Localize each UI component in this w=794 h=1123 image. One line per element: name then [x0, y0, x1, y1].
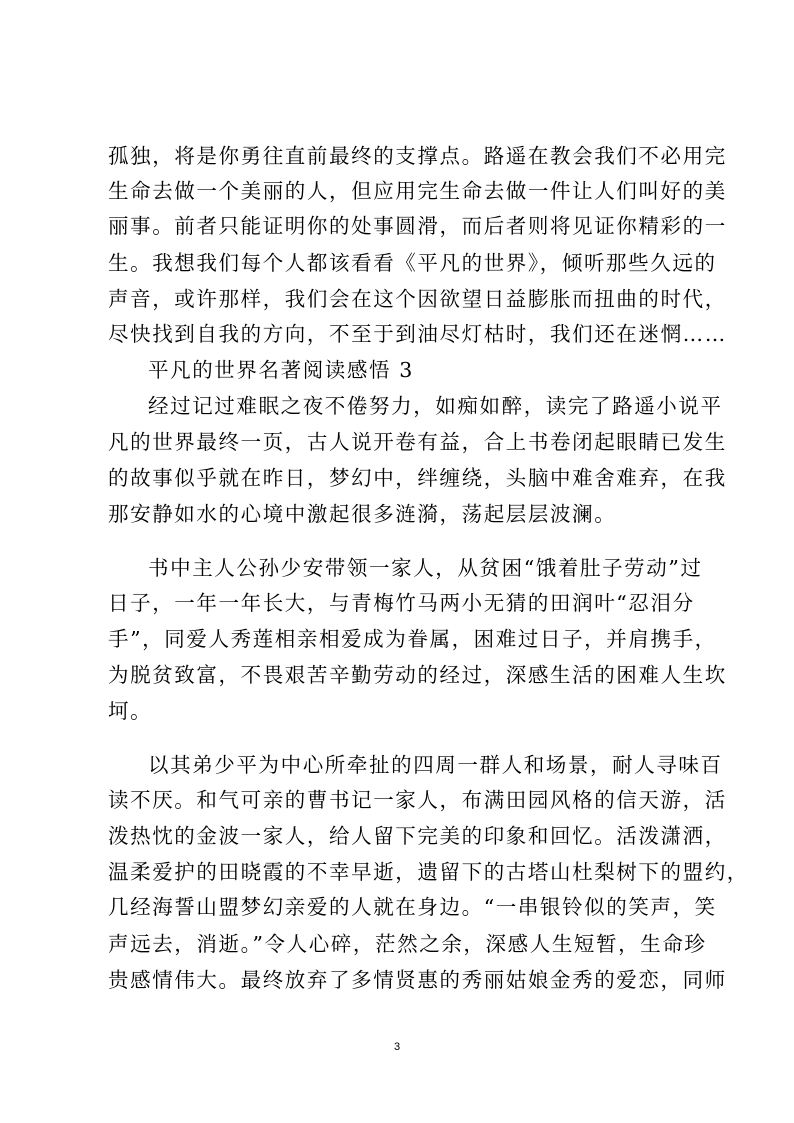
page-number: 3: [393, 1041, 401, 1053]
body-line: 声音，或许那样，我们会在这个因欲望日益膨胀而扭曲的时代，: [108, 287, 727, 311]
body-line: 生命去做一个美丽的人，但应用完生命去做一件让人们叫好的美: [108, 179, 727, 203]
section-heading: 平凡的世界名著阅读感悟 3: [148, 358, 414, 382]
body-line: 读不厌。和气可亲的曹书记一家人，布满田园风格的信天游，活: [108, 788, 727, 812]
body-line: 坷。: [108, 699, 153, 723]
body-line: 温柔爱护的田晓霞的不幸早逝，遗留下的古塔山杜梨树下的盟约，: [108, 860, 749, 884]
body-line: 的故事似乎就在昨日，梦幻中，绊缠绕，头脑中难舍难弃，在我: [108, 466, 727, 490]
body-line: 尽快找到自我的方向，不至于到油尽灯枯时，我们还在迷惘……: [108, 322, 727, 346]
body-line: 贵感情伟大。最终放弃了多情贤惠的秀丽姑娘金秀的爱恋，同师: [108, 968, 727, 992]
body-line: 泼热忱的金波一家人，给人留下完美的印象和回忆。活泼潇洒，: [108, 824, 727, 848]
body-line: 丽事。前者只能证明你的处事圆滑，而后者则将见证你精彩的一: [108, 214, 727, 238]
body-line: 生。我想我们每个人都该看看《平凡的世界》，倾听那些久远的: [108, 251, 717, 275]
body-line: 声远去，消逝。”令人心碎，茫然之余，深感人生短暂，生命珍: [108, 932, 707, 956]
body-line: 孤独，将是你勇往直前最终的支撑点。路遥在教会我们不必用完: [108, 144, 727, 168]
body-line: 书中主人公孙少安带领一家人，从贫困“饿着肚子劳动”过: [148, 556, 703, 580]
body-line: 日子，一年一年长大，与青梅竹马两小无猜的田润叶“忍泪分: [108, 591, 695, 615]
body-line: 那安静如水的心境中激起很多涟漪，荡起层层波澜。: [108, 502, 617, 526]
body-line: 手”，同爱人秀莲相亲相爱成为眷属，困难过日子，并肩携手，: [108, 627, 717, 651]
body-line: 经过记过难眠之夜不倦努力，如痴如醉，读完了路遥小说平: [148, 394, 723, 418]
body-line: 几经海誓山盟梦幻亲爱的人就在身边。“一串银铃似的笑声，笑: [108, 895, 717, 919]
body-line: 凡的世界最终一页，古人说开卷有益，合上书卷闭起眼睛已发生: [108, 430, 727, 454]
body-line: 为脱贫致富，不畏艰苦辛勤劳动的经过，深感生活的困难人生坎: [108, 663, 727, 687]
body-line: 以其弟少平为中心所牵扯的四周一群人和场景，耐人寻味百: [148, 753, 723, 777]
